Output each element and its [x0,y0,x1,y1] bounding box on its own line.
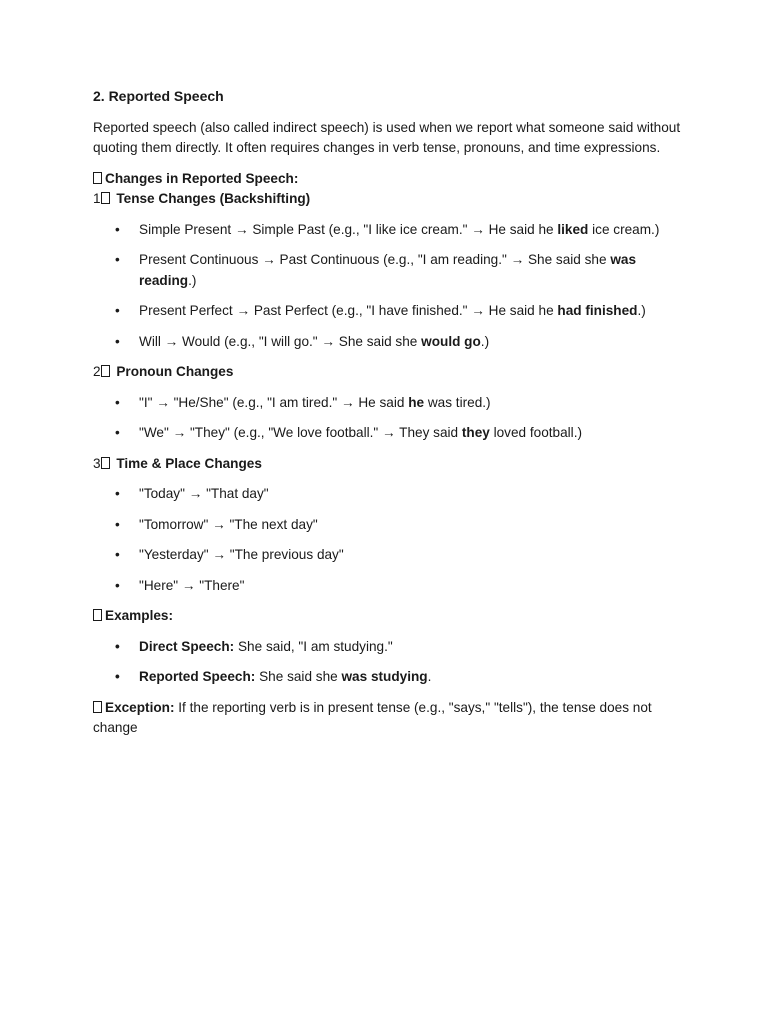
list-item [93,637,683,658]
pronoun-changes-list [93,393,683,444]
missing-glyph-box-icon [93,701,102,713]
bullet: • [115,221,120,237]
example-label: Direct Speech: [139,638,235,654]
time-place-changes-list [93,484,683,596]
list-item-text: "Here" → "There" [139,577,245,593]
list-item [93,332,683,353]
examples-heading [93,606,683,627]
missing-glyph-box-icon [101,457,110,469]
list-item-text: Present Continuous → Past Continuous (e.g., "I am reading." → She said she [139,252,611,267]
list-item [93,515,683,536]
list-item-emphasis: they [461,425,490,440]
exception-text: If the reporting verb is in present tense (e.g., "says," "tells"), the tense does not change [93,699,652,735]
examples-heading-text: Examples: [105,608,174,623]
list-item-tail: .) [637,303,646,318]
list-item-text: "Today" → "That day" [139,486,269,501]
list-item [93,301,683,322]
bullet: • [115,394,120,410]
example-text: She said, "I am studying." [234,638,393,654]
example-text: She said she [255,669,342,684]
list-item-tail: .) [188,272,197,288]
intro-paragraph: Reported speech (also called indirect speech) is used when we report what someone said without quoting them directly. It often requires changes in verb tense, pronouns, and time expressions. [93,119,681,155]
tense-changes-heading [93,189,683,210]
list-item-text: Simple Present → Simple Past (e.g., "I like ice cream." → He said he [139,221,558,237]
list-item-text: Will → Would (e.g., "I will go." → She said she [139,333,422,349]
bullet: • [115,547,120,562]
pronoun-changes-title: Pronoun Changes [116,364,234,379]
list-item-tail: loved football.) [489,425,583,440]
list-item [93,423,683,444]
time-place-changes-section [93,454,683,597]
pronoun-changes-section [93,362,683,444]
list-item-emphasis: would go [421,333,481,349]
tense-changes-number: 1 [93,191,101,206]
list-item-emphasis: had finished [557,303,638,318]
list-item-emphasis: liked [557,221,589,237]
list-item [93,250,683,291]
list-item-tail: was tired.) [424,394,491,410]
bullet: • [115,577,120,593]
list-item-text: "I" → "He/She" (e.g., "I am tired." → He said [139,394,409,410]
list-item-text: Present Perfect → Past Perfect (e.g., "I have finished." → He said he [139,303,558,318]
example-emphasis: was studying [341,669,428,684]
bullet: • [115,425,120,440]
bullet: • [115,303,120,318]
list-item [93,667,683,688]
section-title: 2. Reported Speech [93,88,224,104]
tense-changes-list [93,220,683,353]
list-item [93,393,683,414]
list-item-tail: ice cream.) [588,221,660,237]
bullet: • [115,638,120,654]
missing-glyph-box-icon [101,192,110,204]
examples-list [93,637,683,688]
changes-heading [93,169,683,190]
list-item-tail: .) [480,333,490,349]
tense-changes-title: Tense Changes (Backshifting) [116,191,311,206]
example-tail: . [427,669,432,684]
time-place-changes-number: 3 [93,455,101,471]
time-place-changes-heading [93,454,683,475]
list-item-text: "Tomorrow" → "The next day" [139,516,318,532]
list-item [93,545,683,566]
exception-paragraph [93,698,683,739]
list-item-emphasis: was reading [139,252,637,288]
bullet: • [115,516,120,532]
tense-changes-section [93,189,683,352]
example-label: Reported Speech: [139,669,256,684]
bullet: • [115,669,120,684]
pronoun-changes-heading [93,362,683,383]
list-item [93,484,683,505]
bullet: • [115,486,120,501]
changes-heading-text: Changes in Reported Speech: [105,170,299,186]
list-item-emphasis: he [408,394,425,410]
list-item-text: "We" → "They" (e.g., "We love football." → They said [139,425,462,440]
pronoun-changes-number: 2 [93,364,101,379]
list-item [93,576,683,597]
examples-section [93,606,683,688]
document-page [93,86,683,749]
bullet: • [115,252,120,267]
bullet: • [115,333,120,349]
missing-glyph-box-icon [93,609,102,621]
missing-glyph-box-icon [101,365,110,377]
list-item [93,220,683,241]
exception-label: Exception: [105,699,175,715]
list-item-text: "Yesterday" → "The previous day" [139,547,344,562]
time-place-changes-title: Time & Place Changes [116,455,262,471]
missing-glyph-box-icon [93,172,102,184]
